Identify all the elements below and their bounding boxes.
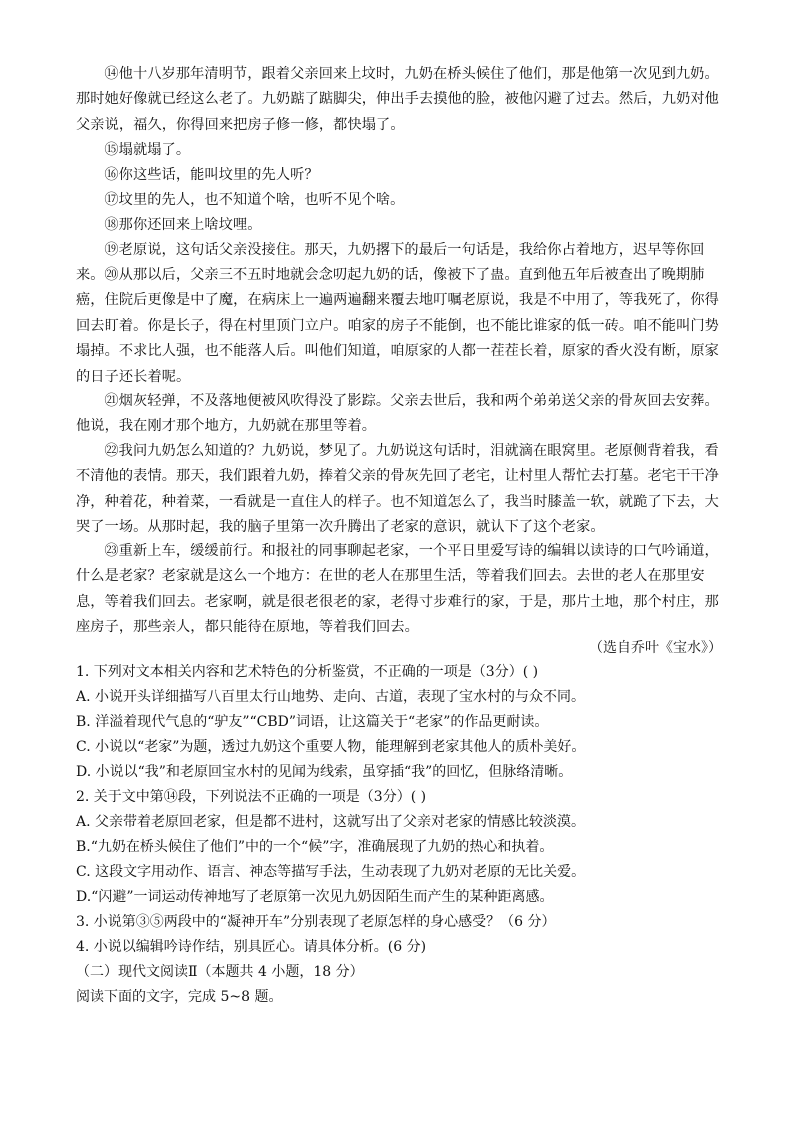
story-paragraph-18: ⑱那你还回来上啥坟哩。 — [104, 217, 262, 233]
story-paragraph-23: ㉓重新上车，缓缓前行。和报社的同事聊起老家，一个平日里爱写诗的编辑以读诗的口气吟诵道，什么是老家？老家就是这么一个地方：在世的老人在那里生活，等着我们回去。去世的老人在那里安息，等着我们回去。老家啊，就是很老很老的家，老得寸步难行的家，于是，那片土地，那个村庄，那座房子，那些亲人，都只能待在原地，等着我们回去。 — [76, 543, 719, 636]
question-1-option-b: B. 洋溢着现代气息的“驴友”“CBD”词语，让这篇关于“老家”的作品更耐读。 — [76, 714, 549, 730]
question-1-option-d: D. 小说以“我”和老原回宝水村的见闻为线索，虽穿插“我”的回忆，但脉络清晰。 — [76, 764, 573, 780]
question-2-stem: 2. 关于文中第⑭段，下列说法不正确的一项是（3分）( ) — [76, 789, 427, 805]
story-paragraph-22: ㉒我问九奶怎么知道的？九奶说，梦见了。九奶说这句话时，泪就滴在眼窝里。老原侧背着我，看不清他的表情。那天，我们跟着九奶，捧着父亲的骨灰先回了老宅，让村里人帮忙去打墓。老宅干干净净，种着花，种着菜，一看就是一直住人的样子。也不知道怎么了，我当时膝盖一软，就跪了下去，大哭了一场。从那时起，我的脑子里第一次升腾出了老家的意识，就认下了这个老家。 — [76, 443, 719, 536]
story-paragraph-17: ⑰坟里的先人，也不知道个啥，也听不见个啥。 — [104, 192, 405, 208]
story-paragraph-21: ㉑烟灰轻弹，不及落地便被风吹得没了影踪。父亲去世后，我和两个弟弟送父亲的骨灰回去安葬。他说，我在刚才那个地方，九奶就在那里等着。 — [76, 393, 719, 435]
story-source: （选自乔叶《宝水》） — [589, 640, 722, 656]
question-2-option-d: D.“闪避”一词运动传神地写了老原第一次见九奶因陌生而产生的某种距离感。 — [76, 889, 554, 905]
story-paragraph-15: ⑮塌就塌了。 — [104, 142, 191, 158]
question-1-option-c: C. 小说以“老家”为题，透过九奶这个重要人物，能理解到老家其他人的质朴美好。 — [76, 739, 586, 755]
story-paragraph-19: ⑲老原说，这句话父亲没接住。那天，九奶撂下的最后一句话是，我给你占着地方，迟早等你回来。 — [76, 242, 705, 284]
question-4: 4. 小说以编辑吟诗作结，别具匠心。请具体分析。(6 分) — [76, 939, 427, 955]
question-3: 3. 小说第③⑤两段中的“凝神开车”分别表现了老原怎样的身心感受？（6 分） — [76, 914, 556, 930]
question-2-option-b: B.“九奶在桥头候住了他们”中的一个“候”字，准确展现了九奶的热心和执着。 — [76, 839, 554, 855]
question-2-option-c: C. 这段文字用动作、语言、神态等描写手法，生动表现了九奶对老原的无比关爱。 — [76, 864, 586, 880]
story-paragraph-14: ⑭他十八岁那年清明节，跟着父亲回来上坟时，九奶在桥头候住了他们，那是他第一次见到九奶。那时她好像就已经这么老了。九奶踮了踮脚尖，伸出手去摸他的脸，被他闪避了过去。然后，九奶对他父亲说，福久，你得回来把房子修一修，都快塌了。 — [76, 66, 719, 133]
section-heading: （二）现代文阅读Ⅱ（本题共 4 小题，18 分） — [76, 964, 364, 980]
question-2-option-a: A. 父亲带着老原回老家，但是都不进村，这就写出了父亲对老家的情感比较淡漠。 — [76, 814, 586, 830]
story-paragraph-20: ⑳从那以后，父亲三不五时地就会念叨起九奶的话，像被下了蛊。直到他五年后被查出了晚期肺癌，住院后更像是中了魔，在病床上一遍两遍翻来覆去地叮嘱老原说，我是不中用了，等我死了，你得回去盯着。你是长子，得在村里顶门立户。咱家的房子不能倒，也不能比谁家的低一砖。咱不能叫门势塌掉。不求比人强，也不能落人后。叫他们知道，咱原家的人都一茬茬长着，原家的香火没有断，原家的日子还长着呢。 — [76, 267, 719, 385]
reading-instruction: 阅读下面的文字，完成 5~8 题。 — [76, 989, 283, 1005]
story-paragraph-16: ⑯你这些话，能叫坟里的先人听？ — [104, 167, 319, 183]
question-1-stem: 1. 下列对文本相关内容和艺术特色的分析鉴赏，不正确的一项是（3分）( ) — [76, 664, 539, 680]
question-1-option-a: A. 小说开头详细描写八百里太行山地势、走向、古道，表现了宝水村的与众不同。 — [76, 689, 586, 705]
